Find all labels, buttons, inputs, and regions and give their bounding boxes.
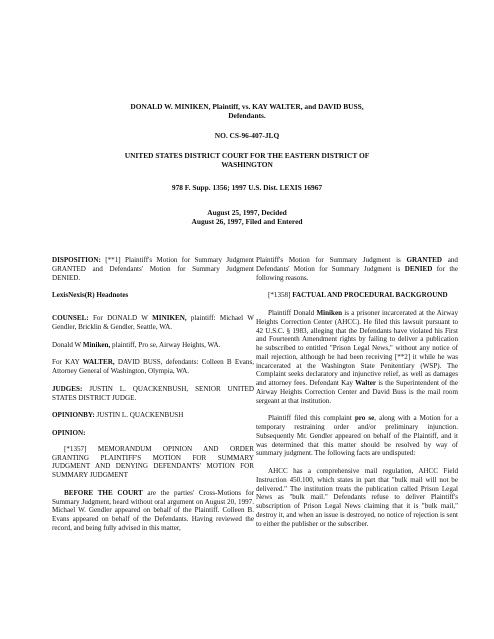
before-the-court: BEFORE THE COURT are the parties' Cross-Motions for Summary Judgment, heard without oral argument on August 20, 1997. Michael W. Gendler appeared on behalf of the Plaintiff. Colleen B. Evans appeared on behalf of the Defendants. Having reviewed the record, and being fully advised in this matter, — [52, 488, 254, 532]
counsel: COUNSEL: For DONALD W MINIKEN, plaintiff: Michael W Gendler, Bricklin & Gendler, Seattle, WA. — [52, 314, 254, 331]
headnotes-link[interactable]: LexisNexis(R) Headnotes — [52, 291, 129, 300]
case-number: NO. CS-96-407-JLQ — [214, 131, 280, 140]
memorandum-title: [*1357] MEMORANDUM OPINION AND ORDER GRANTING PLAINTIFF'S MOTION FOR SUMMARY JUDGMENT AND DENYING DEFENDANTS' MOTION FOR SUMMARY JUDGMENT — [52, 444, 254, 479]
citation: 978 F. Supp. 1356; 1997 U.S. Dist. LEXIS 16967 — [171, 183, 323, 192]
ruling-paragraph: Plaintiff's Motion for Summary Judgment is GRANTED and Defendants' Motion for Summary Judgment is DENIED for the following reasons. — [256, 256, 458, 282]
dates — [40, 208, 454, 226]
background-paragraph: Plaintiff Donald Miniken is a prisoner incarcerated at the Airway Heights Correction Center (AHCC). He filed this lawsuit pursuant to 42 U.S.C. § 1983, alleging that the Defendants have violated his First and Fourteenth Amendment rights by failing to deliver a publication he subscribed to entitled "Prison Legal News," without any notice of mail rejection, although he had been receiving [**2] it while he was incarcerated at the Washington State Penitentiary (WSP). The Complaint seeks declaratory and injunctive relief, as well as damages and attorney fees. Defendant Kay Walter is the Superintendent of the Airway Heights Correction Center and David Buss is the mail room sergeant at that institution. — [256, 309, 458, 405]
caption-line-1: DONALD W. MINIKEN, Plaintiff, vs. KAY WALTER, and DAVID BUSS, — [130, 102, 364, 111]
mail-regulation-paragraph: AHCC has a comprehensive mail regulation, AHCC Field Instruction 450.100, which states in part that "bulk mail will not be delivered." The institution treats the publication called Prison Legal News as "bulk mail." Defendants refuse to deliver Plaintiff's subscription of Prison Legal News claiming that it is "bulk mail," destroy it, and when an issue is destroyed, no notice of rejection is sent to either the publisher or the subscriber. — [256, 467, 458, 528]
court-name — [40, 151, 454, 169]
left-column — [52, 256, 254, 542]
judges: JUDGES: JUSTIN L. QUACKENBUSH, SENIOR UNITED STATES DISTRICT JUDGE. — [52, 384, 254, 402]
court-line-1: UNITED STATES DISTRICT COURT FOR THE EASTERN DISTRICT OF — [124, 151, 370, 160]
disposition: DISPOSITION: [**1] Plaintiff's Motion for Summary Judgment GRANTED and Defendants' Motion for Summary Judgment DENIED. — [52, 256, 254, 282]
section-heading: [*1358] FACTUAL AND PROCEDURAL BACKGROUND — [268, 291, 448, 300]
counsel-kay: For KAY WALTER, DAVID BUSS, defendants: Colleen B Evans, Attorney General of Washington, Olympia, WA. — [52, 358, 254, 375]
caption-line-2: Defendants. — [228, 111, 266, 120]
counsel-donald: Donald W Miniken, plaintiff, Pro se, Airway Heights, WA. — [52, 340, 221, 349]
court-line-2: WASHINGTON — [221, 160, 273, 169]
opinion-heading: OPINION: — [52, 429, 86, 437]
case-caption — [40, 102, 454, 120]
opinion-by: OPINIONBY: JUSTIN L. QUACKENBUSH — [52, 411, 184, 420]
filed-date: August 26, 1997, Filed and Entered — [191, 217, 303, 226]
decided-date: August 25, 1997, Decided — [207, 208, 287, 217]
procedural-paragraph: Plaintiff filed this complaint pro se, along with a Motion for a temporary restraining order and/or preliminary injunction. Subsequently Mr. Gendler appeared on behalf of the Plaintiff, and it was determined that this matter should be resolved by way of summary judgment. The following facts are undisputed: — [256, 414, 458, 458]
right-column — [256, 256, 458, 537]
